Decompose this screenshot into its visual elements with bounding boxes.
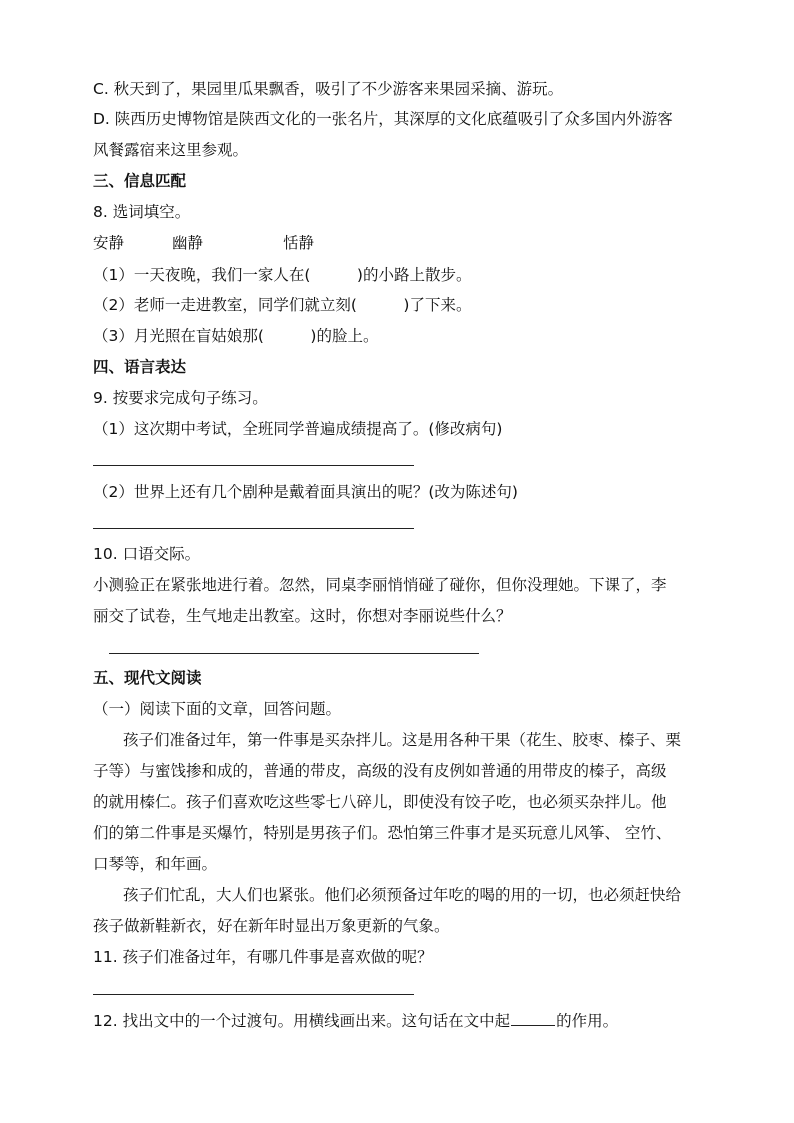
section-5-title: 五、现代文阅读: [93, 669, 202, 687]
word-option: 幽静: [172, 234, 204, 252]
word-option: 安静: [93, 234, 125, 252]
section-4-title: 四、语言表达: [93, 358, 187, 376]
passage-line: 孩子做新鞋新衣，好在新年时显出万象更新的气象。: [93, 917, 450, 935]
q8-item-2: （2）老师一走进教室，同学们就立刻( )了下来。: [93, 296, 472, 314]
q9-item-2: （2）世界上还有几个剧种是戴着面具演出的呢？(改为陈述句): [93, 483, 518, 501]
q8-prompt: 8. 选词填空。: [93, 203, 191, 221]
q12-text-before: 12. 找出文中的一个过渡句。用横线画出来。这句话在文中起: [93, 1012, 511, 1030]
q10-text-line1: 小测验正在紧张地进行着。忽然，同桌李丽悄悄碰了碰你，但你没理她。下课了，李: [93, 576, 667, 594]
q12-text-after: 的作用。: [556, 1012, 619, 1030]
q7-option-c: C. 秋天到了，果园里瓜果飘香，吸引了不少游客来果园采摘、游玩。: [93, 80, 564, 98]
answer-line[interactable]: [109, 653, 479, 654]
q7-option-d-line1: D. 陕西历史博物馆是陕西文化的一张名片，其深厚的文化底蕴吸引了众多国内外游客: [93, 110, 673, 128]
q9-prompt: 9. 按要求完成句子练习。: [93, 389, 268, 407]
q8-item-1: （1）一天夜晚，我们一家人在( )的小路上散步。: [93, 266, 472, 284]
answer-line[interactable]: [93, 994, 414, 995]
q10-text-line2: 丽交了试卷，生气地走出教室。这时，你想对李丽说些什么？: [93, 607, 512, 625]
passage-line: 子等）与蜜饯掺和成的，普通的带皮，高级的没有皮例如普通的用带皮的榛子，高级: [93, 762, 667, 780]
q11-prompt: 11. 孩子们准备过年，有哪几件事是喜欢做的呢？: [93, 948, 433, 966]
answer-line[interactable]: [93, 528, 414, 529]
passage-line: 的就用榛仁。孩子们喜欢吃这些零七八碎儿，即使没有饺子吃，也必须买杂拌儿。他: [93, 793, 667, 811]
fill-blank[interactable]: [511, 1010, 555, 1026]
q10-prompt: 10. 口语交际。: [93, 545, 201, 563]
passage-line: 们的第二件事是买爆竹，特别是男孩子们。恐怕第三件事才是买玩意儿风筝、 空竹、: [93, 824, 672, 842]
passage-line: 孩子们准备过年，第一件事是买杂拌儿。这是用各种干果（花生、胶枣、榛子、栗: [123, 731, 682, 749]
q7-option-d-line2: 风餐露宿来这里参观。: [93, 141, 249, 159]
answer-line[interactable]: [93, 465, 414, 466]
passage-line: 孩子们忙乱，大人们也紧张。他们必须预备过年吃的喝的用的一切，也必须赶快给: [123, 886, 682, 904]
word-bank: [93, 232, 314, 254]
passage-line: 口琴等，和年画。: [93, 855, 218, 873]
q12-prompt: [93, 1010, 618, 1032]
reading-subtitle: （一）阅读下面的文章，回答问题。: [93, 700, 342, 718]
q8-item-3: （3）月光照在盲姑娘那( )的脸上。: [93, 327, 379, 345]
word-option: 恬静: [283, 234, 315, 252]
section-3-title: 三、信息匹配: [93, 172, 187, 190]
q9-item-1: （1）这次期中考试，全班同学普遍成绩提高了。(修改病句): [93, 420, 503, 438]
